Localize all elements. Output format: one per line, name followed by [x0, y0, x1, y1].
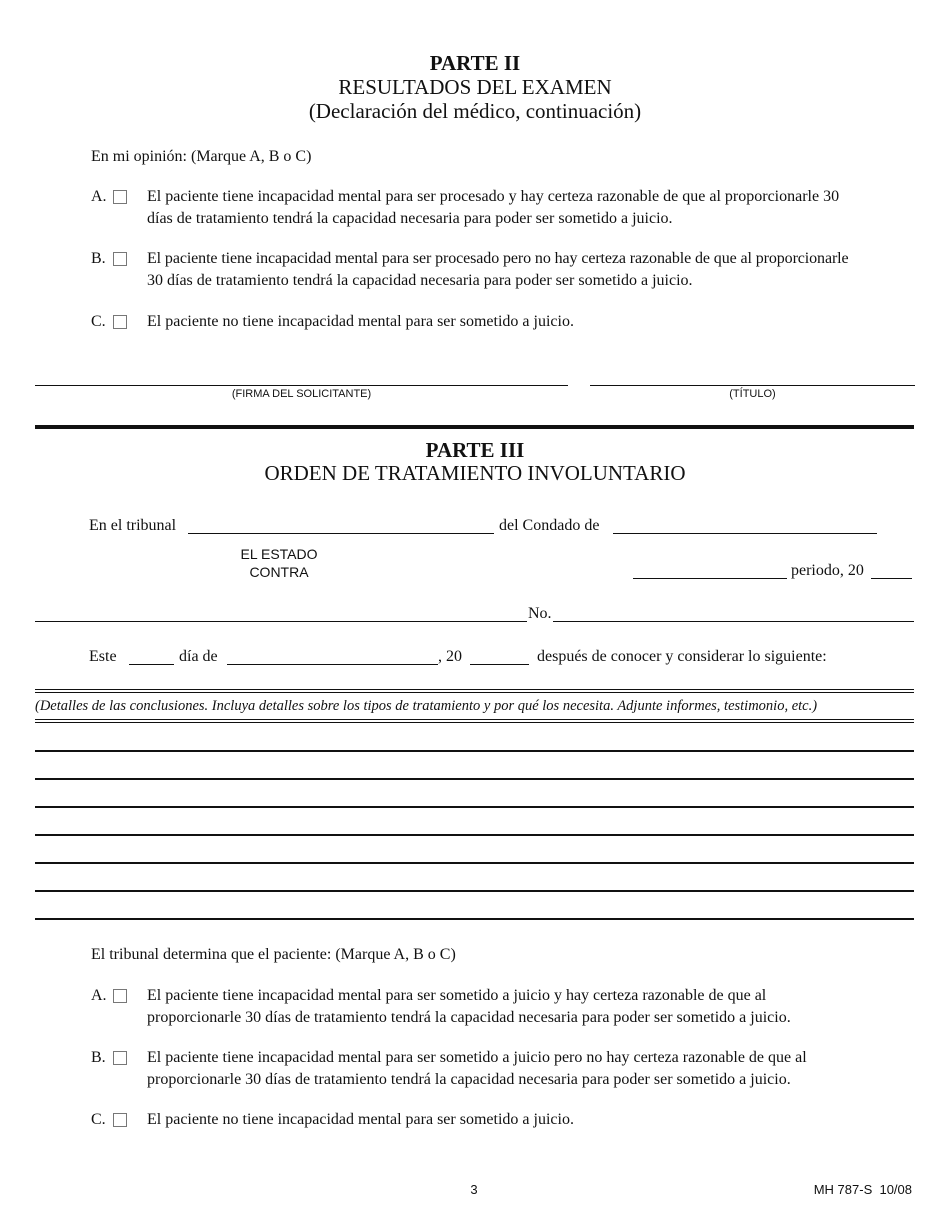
period-year-field[interactable] [871, 578, 912, 579]
details-writing-line[interactable] [35, 750, 914, 752]
part2-option-b-checkbox[interactable] [113, 252, 127, 266]
option-text-line1: El paciente tiene incapacidad mental para ser sometido a juicio y hay certeza razonable de que al [147, 987, 767, 1004]
state-line1: EL ESTADO [240, 546, 318, 562]
day-prefix: Este [89, 648, 117, 665]
part2-option-c-checkbox[interactable] [113, 315, 127, 329]
court-field[interactable] [188, 533, 494, 534]
details-instruction: (Detalles de las conclusiones. Incluya detalles sobre los tipos de tratamiento y por qué los necesita. Adjunte informes, testimonio, etc.) [35, 698, 818, 714]
part3-heading: PARTE III [425, 438, 525, 462]
option-text-line1: El paciente tiene incapacidad mental para ser sometido a juicio pero no hay certeza razonable de que al [147, 1049, 807, 1066]
state-line2: CONTRA [249, 564, 309, 580]
option-text-line2: días de tratamiento tendrá la capacidad necesaria para poder ser sometido a juicio. [147, 210, 673, 227]
form-id: MH 787-S 10/08 [813, 1182, 912, 1197]
part3-option-c-checkbox[interactable] [113, 1113, 127, 1127]
part2-prompt: En mi opinión: (Marque A, B o C) [91, 148, 312, 165]
signature-label: (FIRMA DEL SOLICITANTE) [231, 388, 372, 400]
details-writing-line[interactable] [35, 862, 914, 864]
part2-option-a-checkbox[interactable] [113, 190, 127, 204]
period-label: periodo, 20 [791, 562, 864, 579]
year-label: , 20 [438, 648, 462, 665]
option-text-line1: El paciente tiene incapacidad mental para ser procesado y hay certeza razonable de que al proporcionarle 30 [147, 188, 840, 205]
option-letter: C. [91, 313, 106, 330]
title-label: (TÍTULO) [729, 388, 776, 400]
part3-subtitle: ORDEN DE TRATAMIENTO INVOLUNTARIO [264, 461, 686, 485]
part3-option-a-checkbox[interactable] [113, 989, 127, 1003]
page-number: 3 [470, 1182, 478, 1197]
option-letter: B. [91, 1049, 106, 1066]
period-field[interactable] [633, 578, 787, 579]
county-label: del Condado de [499, 517, 600, 534]
details-writing-line[interactable] [35, 834, 914, 836]
section-divider [35, 425, 914, 429]
option-letter: B. [91, 250, 106, 267]
details-writing-line[interactable] [35, 806, 914, 808]
details-top-rule [35, 692, 914, 693]
year-field[interactable] [470, 664, 529, 665]
option-letter: A. [91, 987, 107, 1004]
option-letter: A. [91, 188, 107, 205]
details-writing-line[interactable] [35, 890, 914, 892]
day-field[interactable] [129, 664, 174, 665]
option-text-line1: El paciente tiene incapacidad mental para ser procesado pero no hay certeza razonable de que al proporcionarle [147, 250, 849, 267]
title-line[interactable] [590, 385, 915, 386]
after-label: después de conocer y considerar lo siguiente: [537, 648, 827, 665]
option-text-line1: El paciente no tiene incapacidad mental para ser sometido a juicio. [147, 313, 574, 330]
part3-option-b-checkbox[interactable] [113, 1051, 127, 1065]
part2-heading: PARTE II [429, 51, 521, 75]
details-rule [35, 719, 914, 720]
month-field[interactable] [227, 664, 438, 665]
details-writing-line[interactable] [35, 918, 914, 920]
county-field[interactable] [613, 533, 877, 534]
option-text-line1: El paciente no tiene incapacidad mental para ser sometido a juicio. [147, 1111, 574, 1128]
part2-subtitle2: (Declaración del médico, continuación) [308, 99, 642, 123]
option-text-line2: proporcionarle 30 días de tratamiento tendrá la capacidad necesaria para poder ser sometido a juicio. [147, 1071, 791, 1088]
option-text-line2: proporcionarle 30 días de tratamiento tendrá la capacidad necesaria para poder ser sometido a juicio. [147, 1009, 791, 1026]
option-text-line2: 30 días de tratamiento tendrá la capacidad necesaria para poder ser sometido a juicio. [147, 272, 693, 289]
part2-subtitle: RESULTADOS DEL EXAMEN [338, 75, 612, 99]
signature-line[interactable] [35, 385, 568, 386]
case-number-field[interactable] [553, 621, 914, 622]
patient-name-field[interactable] [35, 621, 527, 622]
option-letter: C. [91, 1111, 106, 1128]
court-prompt: El tribunal determina que el paciente: (Marque A, B o C) [91, 946, 456, 963]
day-label: día de [179, 648, 218, 665]
court-label: En el tribunal [89, 517, 177, 534]
details-writing-line[interactable] [35, 778, 914, 780]
case-number-label: No. [528, 605, 552, 622]
details-top-rule [35, 689, 914, 690]
details-rule [35, 722, 914, 723]
